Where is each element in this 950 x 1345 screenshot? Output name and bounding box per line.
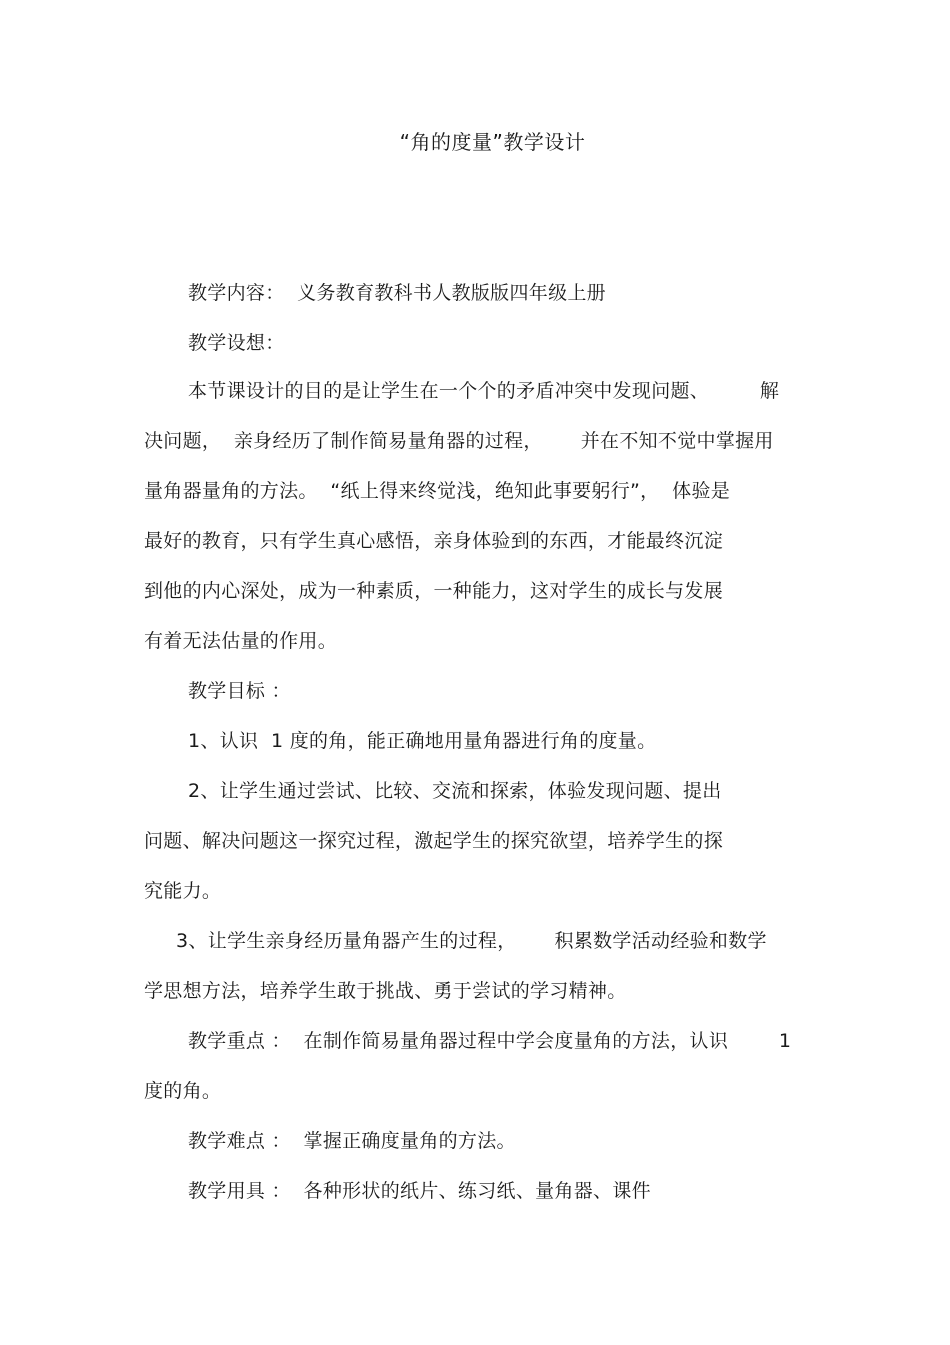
- teaching-focus-line: 教学重点 ： 在制作简易量角器过程中学会度量角的方法，认识 1: [188, 1030, 792, 1052]
- goal-item-2: 2、让学生通过尝试、比较、交流和探索，体验发现问题、提出: [188, 780, 722, 802]
- paragraph-line: 本节课设计的目的是让学生在一个个的矛盾冲突中发现问题、 解: [188, 380, 780, 402]
- teaching-goals-heading: 教学目标 ：: [188, 680, 291, 702]
- document-title: “角的度量”教学设计: [399, 130, 586, 154]
- paragraph-line: 到他的内心深处，成为一种素质，一种能力，这对学生的成长与发展: [144, 580, 724, 602]
- paragraph-line: 决问题， 亲身经历了制作简易量角器的过程， 并在不知不觉中掌握用: [144, 430, 774, 452]
- teaching-difficulty-line: 教学难点 ： 掌握正确度量角的方法。: [188, 1130, 516, 1152]
- paragraph-line: 量角器量角的方法。 “纸上得来终觉浅，绝知此事要躬行”， 体验是: [144, 480, 731, 502]
- teaching-focus-continued: 度的角。: [144, 1080, 222, 1102]
- goal-item-1: 1、认识 1 度的角，能正确地用量角器进行角的度量。: [188, 730, 657, 752]
- goal-item-3-continued: 学思想方法，培养学生敢于挑战、勇于尝试的学习精神。: [144, 980, 627, 1002]
- teaching-content-line: 教学内容： 义务教育教科书人教版版四年级上册: [188, 282, 606, 304]
- paragraph-line: 最好的教育，只有学生真心感悟，亲身体验到的东西，才能最终沉淀: [144, 530, 724, 552]
- goal-item-2-continued: 究能力。: [144, 880, 222, 902]
- goal-item-3: 3、让学生亲身经历量角器产生的过程， 积累数学活动经验和数学: [176, 930, 767, 952]
- paragraph-line: 有着无法估量的作用。: [144, 630, 338, 652]
- teaching-materials-line: 教学用具 ： 各种形状的纸片、练习纸、量角器、课件: [188, 1180, 651, 1202]
- goal-item-2-continued: 问题、解决问题这一探究过程，激起学生的探究欲望，培养学生的探: [144, 830, 724, 852]
- teaching-concept-heading: 教学设想：: [188, 332, 285, 354]
